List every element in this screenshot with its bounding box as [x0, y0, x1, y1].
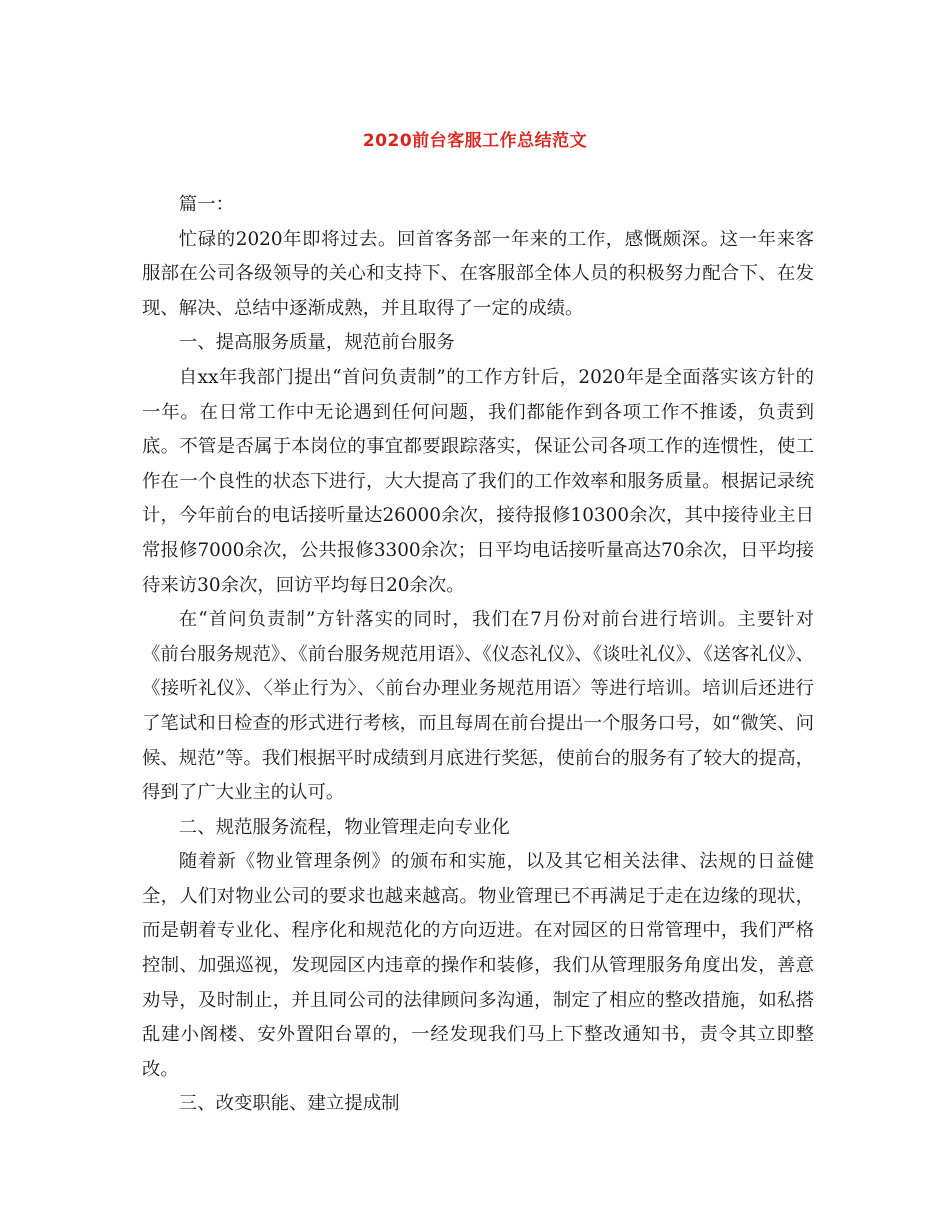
document-title: 2020前台客服工作总结范文: [362, 131, 588, 151]
heading-section-2: 二、规范服务流程，物业管理走向专业化: [178, 816, 510, 838]
paragraph-section-1-b: 在“首问负责制”方针落实的同时，我们在7月份对前台进行培训。主要针对《前台服务规范》、《前台服务规范用语》、《仪态礼仪》、《谈吐礼仪》、《送客礼仪》、《接听礼仪》、〈举止行为〉、〈前台办理业务规范用语〉等进行培训。培训后还进行了笔试和日检查的形式进行考核，而且每周在前台提出一个服务口号，如“微笑、问候、规范”等。我们根据平时成绩到月底进行奖惩，使前台的服务有了较大的提高，得到了广大业主的认可。: [142, 609, 814, 804]
document-body: [142, 188, 814, 1122]
paragraph-section-2: 随着新《物业管理条例》的颁布和实施，以及其它相关法律、法规的日益健全，人们对物业公司的要求也越来越高。物业管理已不再满足于走在边缘的现状，而是朝着专业化、程序化和规范化的方向迈进。在对园区的日常管理中，我们严格控制、加强巡视，发现园区内违章的操作和装修，我们从管理服务角度出发，善意劝导，及时制止，并且同公司的法律顾问多沟通，制定了相应的整改措施，如私搭乱建小阁楼、安外置阳台罩的，一经发现我们马上下整改通知书，责令其立即整改。: [142, 851, 814, 1080]
heading-section-3: 三、改变职能、建立提成制: [178, 1093, 400, 1115]
paragraph-section-1-a: 自xx年我部门提出“首问负责制”的工作方针后，2020年是全面落实该方针的一年。在日常工作中无论遇到任何问题，我们都能作到各项工作不推诿，负责到底。不管是否属于本岗位的事宜都要跟踪落实，保证公司各项工作的连惯性，使工作在一个良性的状态下进行，大大提高了我们的工作效率和服务质量。根据记录统计，今年前台的电话接听量达26000余次，接待报修10300余次，其中接待业主日常报修7000余次，公共报修3300余次；日平均电话接听量高达70余次，日平均接待来访30余次，回访平均每日20余次。: [142, 366, 814, 596]
paragraph-intro: 忙碌的2020年即将过去。回首客务部一年来的工作，感慨颇深。这一年来客服部在公司各级领导的关心和支持下、在客服部全体人员的积极努力配合下、在发现、解决、总结中逐渐成熟，并且取得了一定的成绩。: [142, 228, 814, 319]
paragraph-section-label: 篇一：: [178, 194, 234, 215]
heading-section-1: 一、提高服务质量，规范前台服务: [178, 332, 455, 354]
